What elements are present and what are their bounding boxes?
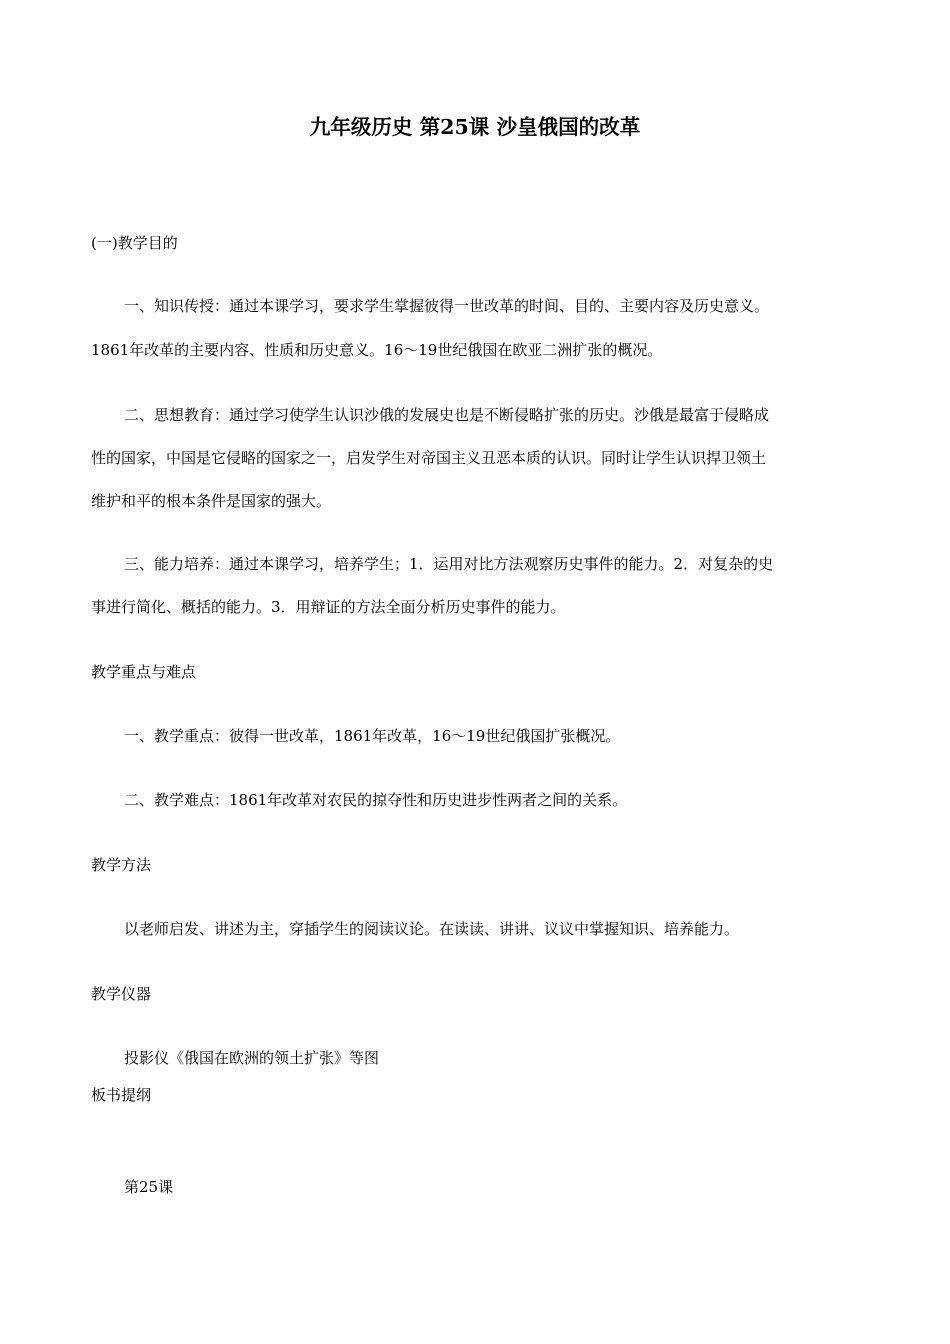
method-text: 以老师启发、讲述为主，穿插学生的阅读议论。在读读、讲讲、议议中掌握知识、培养能力。 <box>124 920 740 938</box>
method-heading: 教学方法 <box>91 856 152 874</box>
outline-heading: 板书提纲 <box>91 1086 152 1104</box>
knowledge-line-2: 1861年改革的主要内容、性质和历史意义。16～19世纪俄国在欧亚二洲扩张的概况。 <box>91 341 663 359</box>
ideology-line-1: 二、思想教育：通过学习使学生认识沙俄的发展史也是不断侵略扩张的历史。沙俄是最富于侵略成 <box>124 406 770 424</box>
ability-line-1: 三、能力培养：通过本课学习，培养学生；1．运用对比方法观察历史事件的能力。2．对复杂的史 <box>124 555 774 573</box>
key-focus: 一、教学重点：彼得一世改革，1861年改革，16～19世纪俄国扩张概况。 <box>124 727 621 745</box>
equipment-text: 投影仪《俄国在欧洲的领土扩张》等图 <box>124 1049 380 1067</box>
ideology-line-3: 维护和平的根本条件是国家的强大。 <box>91 492 332 510</box>
outline-lesson: 第25课 <box>124 1178 174 1196</box>
equipment-heading: 教学仪器 <box>91 985 152 1003</box>
ideology-line-2: 性的国家，中国是它侵略的国家之一，启发学生对帝国主义丑恶本质的认识。同时让学生认识捍卫领土 <box>91 449 767 467</box>
ability-line-2: 事进行简化、概括的能力。3．用辩证的方法全面分析历史事件的能力。 <box>91 598 566 616</box>
key-difficulty: 二、教学难点：1861年改革对农民的掠夺性和历史进步性两者之间的关系。 <box>124 791 628 809</box>
key-points-heading: 教学重点与难点 <box>91 663 197 681</box>
objectives-heading: (一)教学目的 <box>91 234 178 252</box>
document-title: 九年级历史 第25课 沙皇俄国的改革 <box>309 115 641 139</box>
knowledge-line-1: 一、知识传授：通过本课学习，要求学生掌握彼得一世改革的时间、目的、主要内容及历史意义。 <box>124 297 770 315</box>
